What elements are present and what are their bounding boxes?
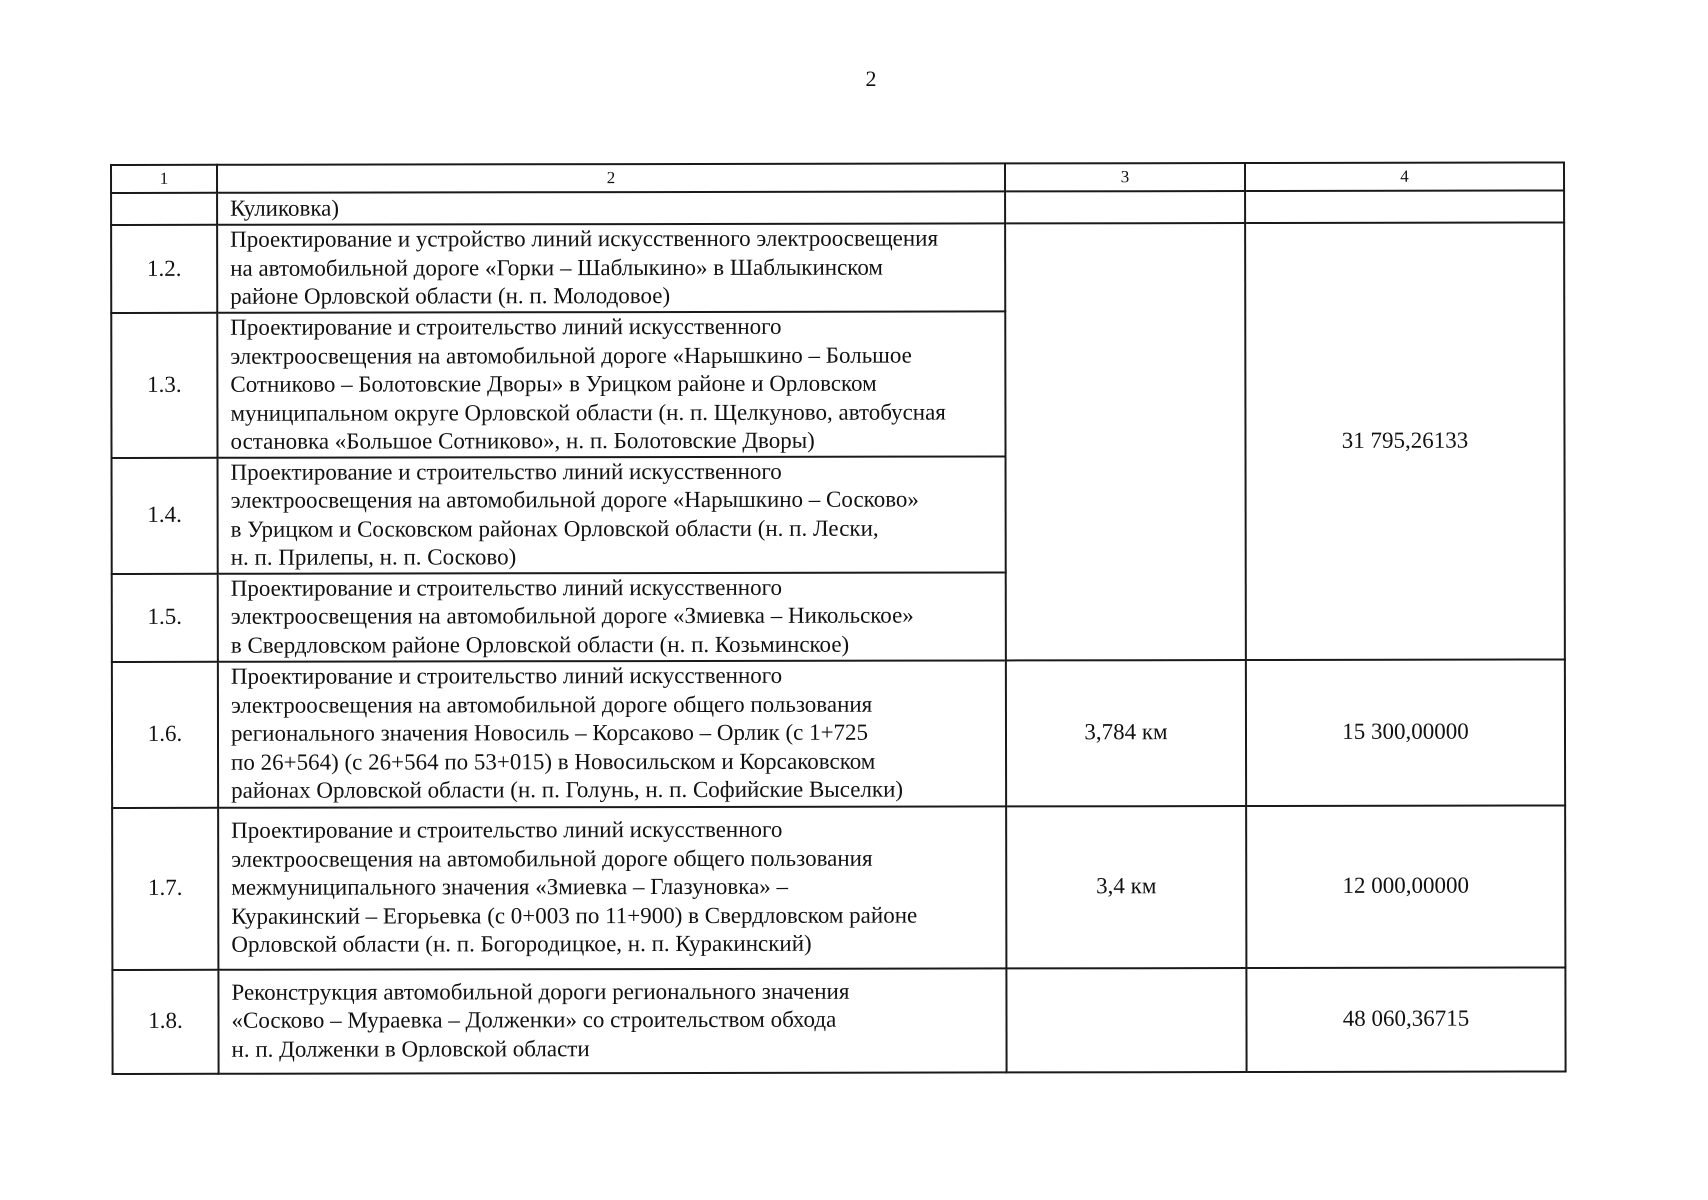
row-description-cell: Проектирование и строительство линий искусственного электроосвещения на автомобильной дороге «Змиевка – Никольское» в Свердловском районе Орловской области (н. п. Козьминское) xyxy=(218,572,1006,661)
row-cost-cell: 15 300,00000 xyxy=(1246,659,1565,806)
merged-cost-cell: 31 795,26133 xyxy=(1245,222,1565,659)
objects-table xyxy=(110,161,1567,1074)
table-row xyxy=(112,659,1565,808)
table-row xyxy=(112,967,1565,1074)
row-description-cell: Проектирование и строительство линий искусственного электроосвещения на автомобильной дороге «Нарышкино – Сосково» в Урицком и Сосковском районах Орловской области (н. п. Лески, н. п. Прилепы, н. п. Сосково) xyxy=(218,456,1006,573)
table-row xyxy=(111,222,1564,313)
row-cost-cell xyxy=(1245,190,1564,223)
table-row xyxy=(111,190,1564,225)
row-description-cell: Проектирование и строительство линий искусственного электроосвещения на автомобильной дороге общего пользования регионального значения Новосиль – Корсаково – Орлик (с 1+725 по 26+564) (с 26+564 по 53+015) в Новосильском и Корсаковском районах Орловской области (н. п. Голунь, н. п. Софийские Выселки) xyxy=(218,660,1006,807)
row-description-cell: Реконструкция автомобильной дороги регионального значения «Сосково – Мураевка – Долженки» со строительством обхода н. п. Долженки в Орловской области xyxy=(218,968,1006,1073)
row-number-cell xyxy=(111,193,217,225)
row-length-cell xyxy=(1005,191,1245,223)
page-number: 2 xyxy=(865,66,877,91)
row-number-cell: 1.4. xyxy=(112,457,218,573)
row-description-cell: Проектирование и строительство линий искусственного электроосвещения на автомобильной дороге «Нарышкино – Большое Сотниково – Болотовские Дворы» в Урицком районе и Орловском муниципальном округе Орловской области (н. п. Щелкуново, автобусная остановка «Большое Сотниково», н. п. Болотовские Дворы) xyxy=(217,311,1005,457)
table-row xyxy=(112,805,1565,970)
column-header-3: 3 xyxy=(1005,163,1245,191)
row-number-cell: 1.3. xyxy=(111,313,217,458)
row-number-cell: 1.6. xyxy=(112,661,218,807)
row-length-cell: 3,4 км xyxy=(1006,806,1246,968)
row-description-cell: Проектирование и строительство линий искусственного электроосвещения на автомобильной дороге общего пользования межмуниципального значения «Змиевка – Глазуновка» – Куракинский – Егорьевка (с 0+003 по 11+900) в Свердловском районе Орловской области (н. п. Богородицкое, н. п. Куракинский) xyxy=(218,806,1006,969)
row-cost-cell: 12 000,00000 xyxy=(1246,805,1565,968)
row-cost-cell: 48 060,36715 xyxy=(1246,967,1565,1072)
table-header-row xyxy=(111,162,1564,193)
row-description-cell: Проектирование и устройство линий искусственного электроосвещения на автомобильной дороге «Горки – Шаблыкино» в Шаблыкинском районе Орловской области (н. п. Молодовое) xyxy=(217,223,1005,312)
merged-length-cell xyxy=(1005,223,1246,660)
row-number-cell: 1.2. xyxy=(111,225,217,313)
column-header-4: 4 xyxy=(1245,162,1564,191)
row-length-cell xyxy=(1006,968,1246,1072)
row-length-cell: 3,784 км xyxy=(1006,660,1246,806)
row-number-cell: 1.5. xyxy=(112,573,218,661)
row-number-cell: 1.8. xyxy=(112,969,218,1073)
row-description-cell: Куликовка) xyxy=(217,191,1005,224)
row-number-cell: 1.7. xyxy=(112,807,218,969)
column-header-1: 1 xyxy=(111,165,217,193)
document-sheet xyxy=(110,161,1565,1074)
column-header-2: 2 xyxy=(217,163,1005,192)
